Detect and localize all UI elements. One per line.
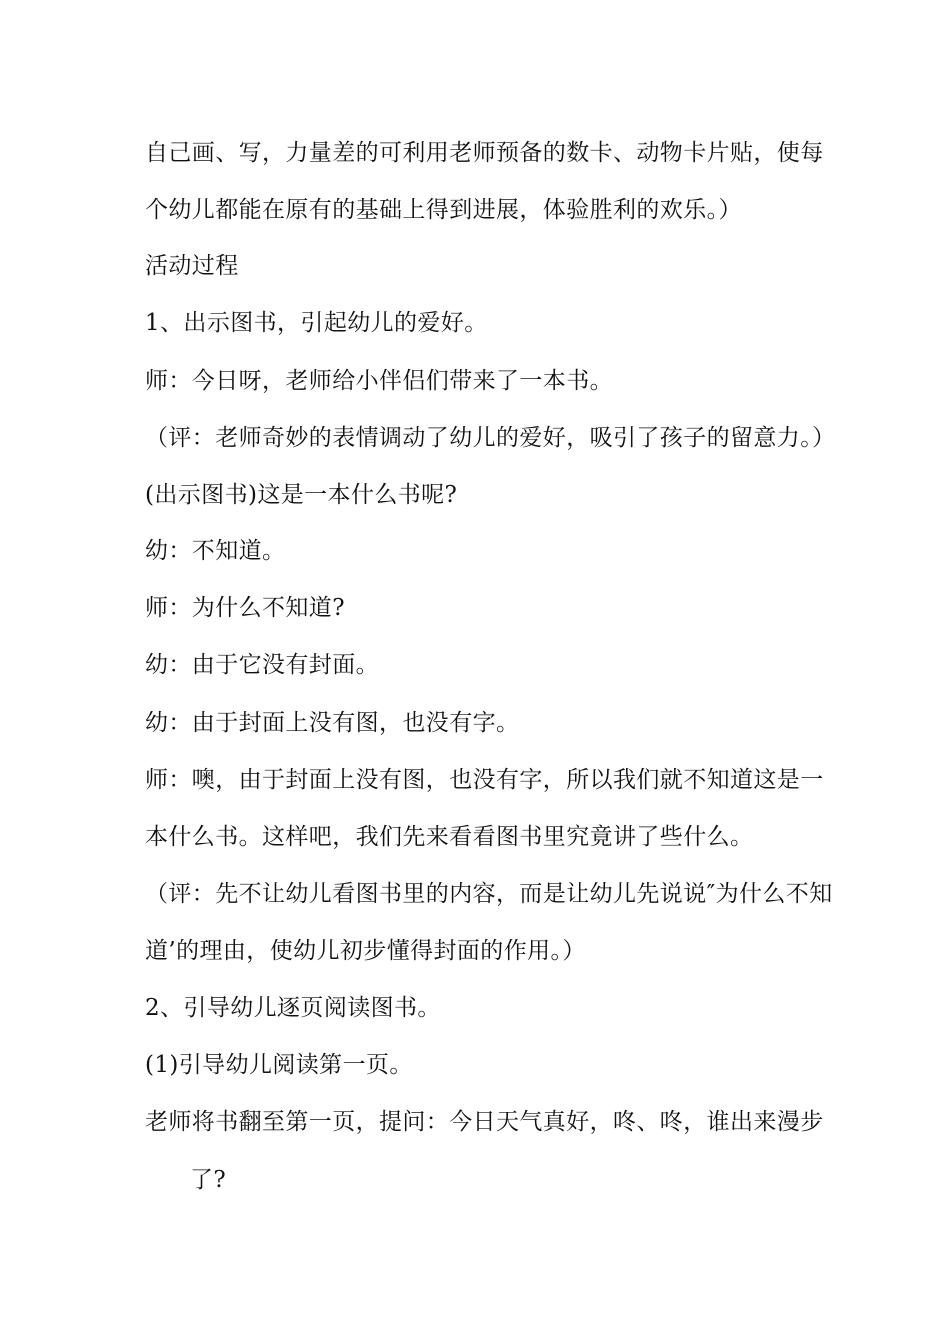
text-line: 本什么书。这样吧，我们先来看看图书里究竟讲了些什么。 (145, 824, 754, 850)
text-line: （评：先不让幼儿看图书里的内容，而是让幼儿先说说″为什么不知 (145, 881, 833, 907)
text-line: 自己画、写，力量差的可利用老师预备的数卡、动物卡片贴，使每 (145, 140, 824, 166)
text-line: 幼：由于它没有封面。 (145, 652, 379, 678)
text-line: 了? (190, 1167, 227, 1193)
text-line: 1、出示图书，引起幼儿的爱好。 (145, 310, 488, 336)
section-heading: 活动过程 (145, 253, 239, 279)
text-line: 师：噢，由于封面上没有图，也没有字，所以我们就不知道这是一 (145, 767, 824, 793)
text-line: 个幼儿都能在原有的基础上得到进展，体验胜利的欢乐。） (145, 197, 742, 223)
text-line: 幼：不知道。 (145, 538, 286, 564)
text-line: 2、引导幼儿逐页阅读图书。 (145, 995, 441, 1021)
text-line: 师：今日呀，老师给小伴侣们带来了一本书。 (145, 368, 613, 394)
text-line: 幼：由于封面上没有图，也没有字。 (145, 710, 520, 736)
text-line: (1)引导幼儿阅读第一页。 (145, 1052, 413, 1078)
text-line: 老师将书翻至第一页，提问：今日天气真好，咚、咚，谁出来漫步 (145, 1109, 824, 1135)
text-line: 师：为什么不知道? (145, 595, 345, 621)
text-line: (出示图书)这是一本什么书呢? (145, 482, 458, 508)
text-line: （评：老师奇妙的表情调动了幼儿的爱好，吸引了孩子的留意力。） (145, 425, 836, 451)
text-line: 道’的理由，使幼儿初步懂得封面的作用。） (145, 938, 586, 964)
